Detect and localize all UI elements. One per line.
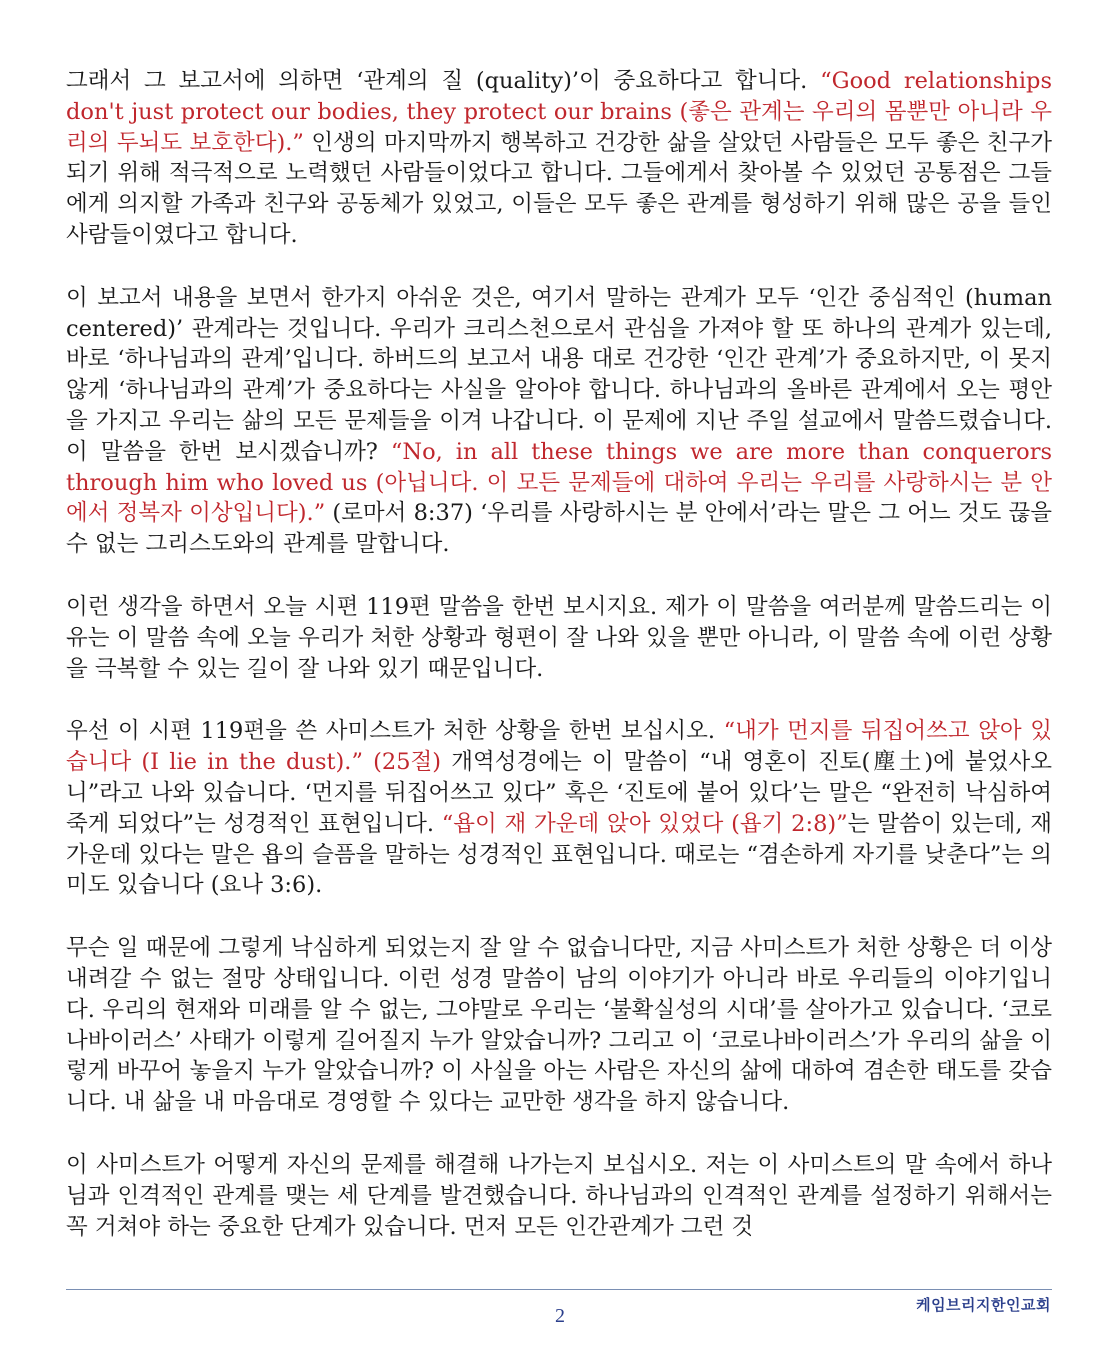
paragraph-3 — [66, 592, 1052, 684]
footer-divider — [66, 1289, 1052, 1290]
text-span: 그래서 그 보고서에 의하면 ‘관계의 질 (quality)’이 중요하다고 합니다. — [66, 68, 821, 94]
text-span: (로마서 8:37) ‘우리를 사랑하시는 분 안에서’라는 말은 그 어느 것도 끊을 수 없는 그리스도와의 관계를 말합니다. — [66, 500, 1052, 558]
quote-span: “No, in all these things we are more than conquerors through him who loved us (아닙니다. 이 모든 문제들에 대하여 우리는 우리를 사랑하시는 분 안에서 정복자 이상입니다).” — [66, 438, 1052, 527]
paragraph-5 — [66, 933, 1052, 1118]
page-number: 2 — [555, 1305, 565, 1327]
paragraph-4 — [66, 716, 1052, 901]
text-span: 이런 생각을 하면서 오늘 시편 119편 말씀을 한번 보시지요. 제가 이 말씀을 여러분께 말씀드리는 이유는 이 말씀 속에 오늘 우리가 처한 상황과 형편이 잘 나와 있을 뿐만 아니라, 이 말씀 속에 이런 상황을 극복할 수 있는 길이 잘 나와 있기 때문입니다. — [66, 593, 1052, 682]
church-name: 케임브리지한인교회 — [916, 1296, 1051, 1314]
text-span: 개역성경에는 이 말씀이 “내 영혼이 진토(塵土)에 붙었사오니”라고 나와 있습니다. ‘먼지를 뒤집어쓰고 있다” 혹은 ‘진토에 붙어 있다’는 말은 “완전히 낙심하여 죽게 되었다”는 성경적인 표현입니다. — [66, 749, 1052, 837]
paragraph-6 — [66, 1150, 1052, 1242]
text-span: 이 사미스트가 어떻게 자신의 문제를 해결해 나가는지 보십시오. 저는 이 사미스트의 말 속에서 하나님과 인격적인 관계를 맺는 세 단계를 발견했습니다. 하나님과의 인격적인 관계를 설정하기 위해서는 꼭 거쳐야 하는 중요한 단계가 있습니다. 먼저 모든 인간관계가 그런 것 — [66, 1151, 1052, 1240]
quote-span: “Good relationships don't just protect our bodies, they protect our brains (좋은 관계는 우리의 몸뿐만 아니라 우리의 두뇌도 보호한다).” — [66, 68, 1052, 156]
text-span: 는 말씀이 있는데, 재 가운데 있다는 말은 욥의 슬픔을 말하는 성경적인 표현입니다. 때로는 “겸손하게 자기를 낮춘다”는 의미도 있습니다 (요나 3:6). — [66, 810, 1052, 899]
text-span: 인생의 마지막까지 행복하고 건강한 삶을 살았던 사람들은 모두 좋은 친구가 되기 위해 적극적으로 노력했던 사람들이었다고 합니다. 그들에게서 찾아볼 수 있었던 공통점은 그들에게 의지할 가족과 친구와 공동체가 있었고, 이들은 모두 좋은 관계를 형성하기 위해 많은 공을 들인 사람들이였다고 합니다. — [66, 129, 1053, 248]
text-span: 무슨 일 때문에 그렇게 낙심하게 되었는지 잘 알 수 없습니다만, 지금 사미스트가 처한 상황은 더 이상 내려갈 수 없는 절망 상태입니다. 이런 성경 말씀이 남의 이야기가 아니라 바로 우리들의 이야기입니다. 우리의 현재와 미래를 알 수 없는, 그야말로 우리는 ‘불확실성의 시대’를 살아가고 있습니다. ‘코로나바이러스’ 사태가 이렇게 길어질지 누가 알았습니까? 그리고 이 ‘코로나바이러스’가 우리의 삶을 이렇게 바꾸어 놓을지 누가 알았습니까? 이 사실을 아는 사람은 자신의 삶에 대하여 겸손한 태도를 갖습니다. 내 삶을 내 마음대로 경영할 수 있다는 교만한 생각을 하지 않습니다. — [66, 935, 1052, 1116]
text-span: 우선 이 시편 119편을 쓴 사미스트가 처한 상황을 한번 보십시오. — [66, 718, 724, 745]
quote-span: “욥이 재 가운데 앉아 있었다 (욥기 2:8)” — [441, 810, 848, 837]
paragraph-2 — [66, 283, 1052, 560]
text-span: 이 보고서 내용을 보면서 한가지 아쉬운 것은, 여기서 말하는 관계가 모두 ‘인간 중심적인 (human centered)’ 관계라는 것입니다. 우리가 크리스천으로서 관심을 가져야 할 또 하나의 관계가 있는데, 바로 ‘하나님과의 관계’입니다. 하버드의 보고서 내용 대로 건강한 ‘인간 관계’가 중요하지만, 이 못지않게 ‘하나님과의 관계’가 중요하다는 사실을 알아야 합니다. 하나님과의 올바른 관계에서 오는 평안을 가지고 우리는 삶의 모든 문제들을 이겨 나갑니다. 이 문제에 지난 주일 설교에서 말씀드렸습니다. 이 말씀을 한번 보시겠습니까? — [66, 284, 1052, 465]
quote-span: “내가 먼지를 뒤집어쓰고 앉아 있습니다 (I lie in the dust).” (25절) — [66, 718, 1052, 776]
paragraph-1 — [66, 66, 1052, 251]
document-body — [66, 66, 1052, 1274]
